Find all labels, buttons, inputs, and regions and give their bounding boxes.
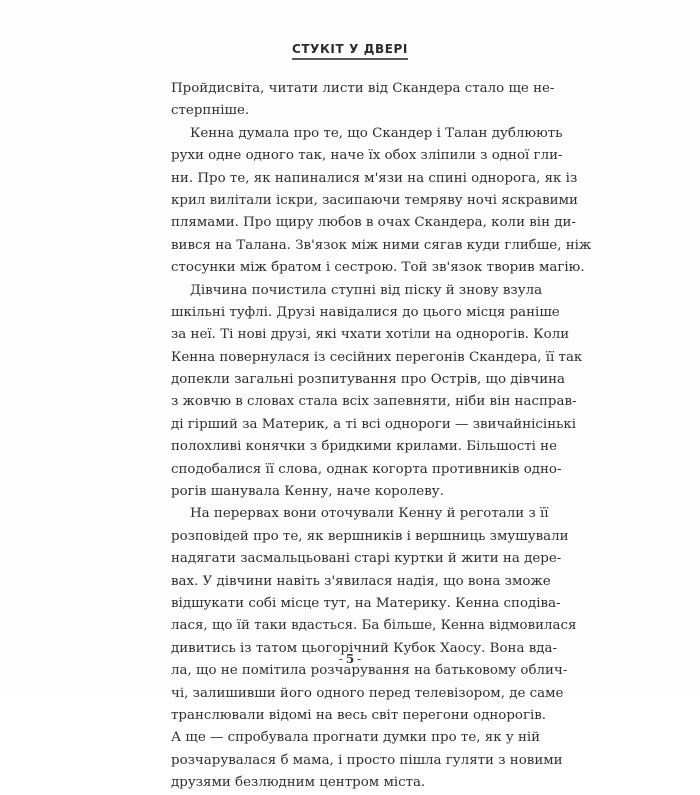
text-line: ни. Про те, як напиналися м'язи на спині однорога, як із bbox=[171, 170, 578, 186]
running-head bbox=[0, 40, 700, 60]
text-line: ла, що не помітила розчарування на батьковому облич- bbox=[171, 663, 568, 679]
text-line: Дівчина почистила ступні від піску й знову взула bbox=[190, 282, 543, 298]
text-line: ді гірший за Материк, а ті всі однороги — звичайнісінькі bbox=[171, 416, 577, 432]
text-line: розповідей про те, як вершників і вершниць змушували bbox=[171, 528, 569, 544]
text-line: шкільні туфлі. Друзі навідалися до цього місця раніше bbox=[171, 304, 560, 320]
text-line: друзями безлюдним центром міста. bbox=[171, 775, 426, 791]
text-line: Пройдисвіта, читати листи від Скандера стало ще не- bbox=[171, 81, 555, 96]
text-line: сподобалися її слова, однак когорта противників одно- bbox=[171, 461, 562, 477]
text-line: чі, залишивши його одного перед телевізором, де саме bbox=[171, 685, 564, 701]
text-line: відшукати собі місце тут, на Материку. Кенна сподіва- bbox=[171, 595, 561, 611]
text-line: вився на Талана. Зв'язок між ними сягав куди глибше, ніж bbox=[171, 237, 592, 253]
text-line: розчарувалася б мама, і просто пішла гуляти з новими bbox=[171, 752, 563, 768]
text-line: А ще — спробувала прогнати думки про те, як у ній bbox=[171, 730, 541, 746]
text-line: полохливі конячки з бридкими крилами. Більшості не bbox=[171, 439, 558, 455]
text-line: лася, що їй таки вдасться. Ба більше, Кенна відмовилася bbox=[171, 618, 577, 634]
text-line: стосунки між братом і сестрою. Той зв'язок творив магію. bbox=[171, 260, 585, 276]
text-line: Кенна повернулася із сесійних перегонів Скандера, її так bbox=[171, 349, 583, 365]
folio-dash-left: - bbox=[338, 652, 343, 666]
text-line: допекли загальні розпитування про Острів, що дівчина bbox=[171, 372, 566, 388]
text-line: з жовчю в словах стала всіх запевняти, ніби він насправ- bbox=[171, 394, 577, 410]
text-line: за неї. Ті нові друзі, які чхати хотіли на однорогів. Коли bbox=[171, 327, 570, 343]
text-line: надягати засмальцьовані старі куртки й жити на дере- bbox=[171, 551, 562, 567]
text-line: На перервах вони оточували Кенну й реготали з її bbox=[190, 506, 549, 522]
chapter-title: СТУКІТ У ДВЕРІ bbox=[292, 42, 408, 60]
page-number bbox=[0, 652, 700, 666]
folio-number: 5 bbox=[345, 652, 355, 666]
text-line: крил вилітали іскри, засипаючи темряву ночі яскравими bbox=[171, 192, 578, 208]
text-line: транслювали відомі на весь світ перегони однорогів. bbox=[171, 707, 547, 723]
text-line: вах. У дівчини навіть з'явилася надія, що вона зможе bbox=[171, 573, 551, 589]
folio-dash-right: - bbox=[357, 652, 362, 666]
text-line: рухи одне одного так, наче їх обох зліпили з одної гли- bbox=[171, 148, 563, 164]
text-line: стерпніше. bbox=[171, 103, 250, 119]
body-text bbox=[171, 78, 592, 795]
text-line: плямами. Про щиру любов в очах Скандера, коли він ди- bbox=[171, 215, 576, 231]
text-line: рогів шанувала Кенну, наче королеву. bbox=[171, 484, 444, 500]
text-line: Кенна думала про те, що Скандер і Талан дублюють bbox=[190, 125, 563, 141]
text-line: дивитись із татом цьогорічний Кубок Хаосу. Вона вда- bbox=[171, 640, 557, 656]
